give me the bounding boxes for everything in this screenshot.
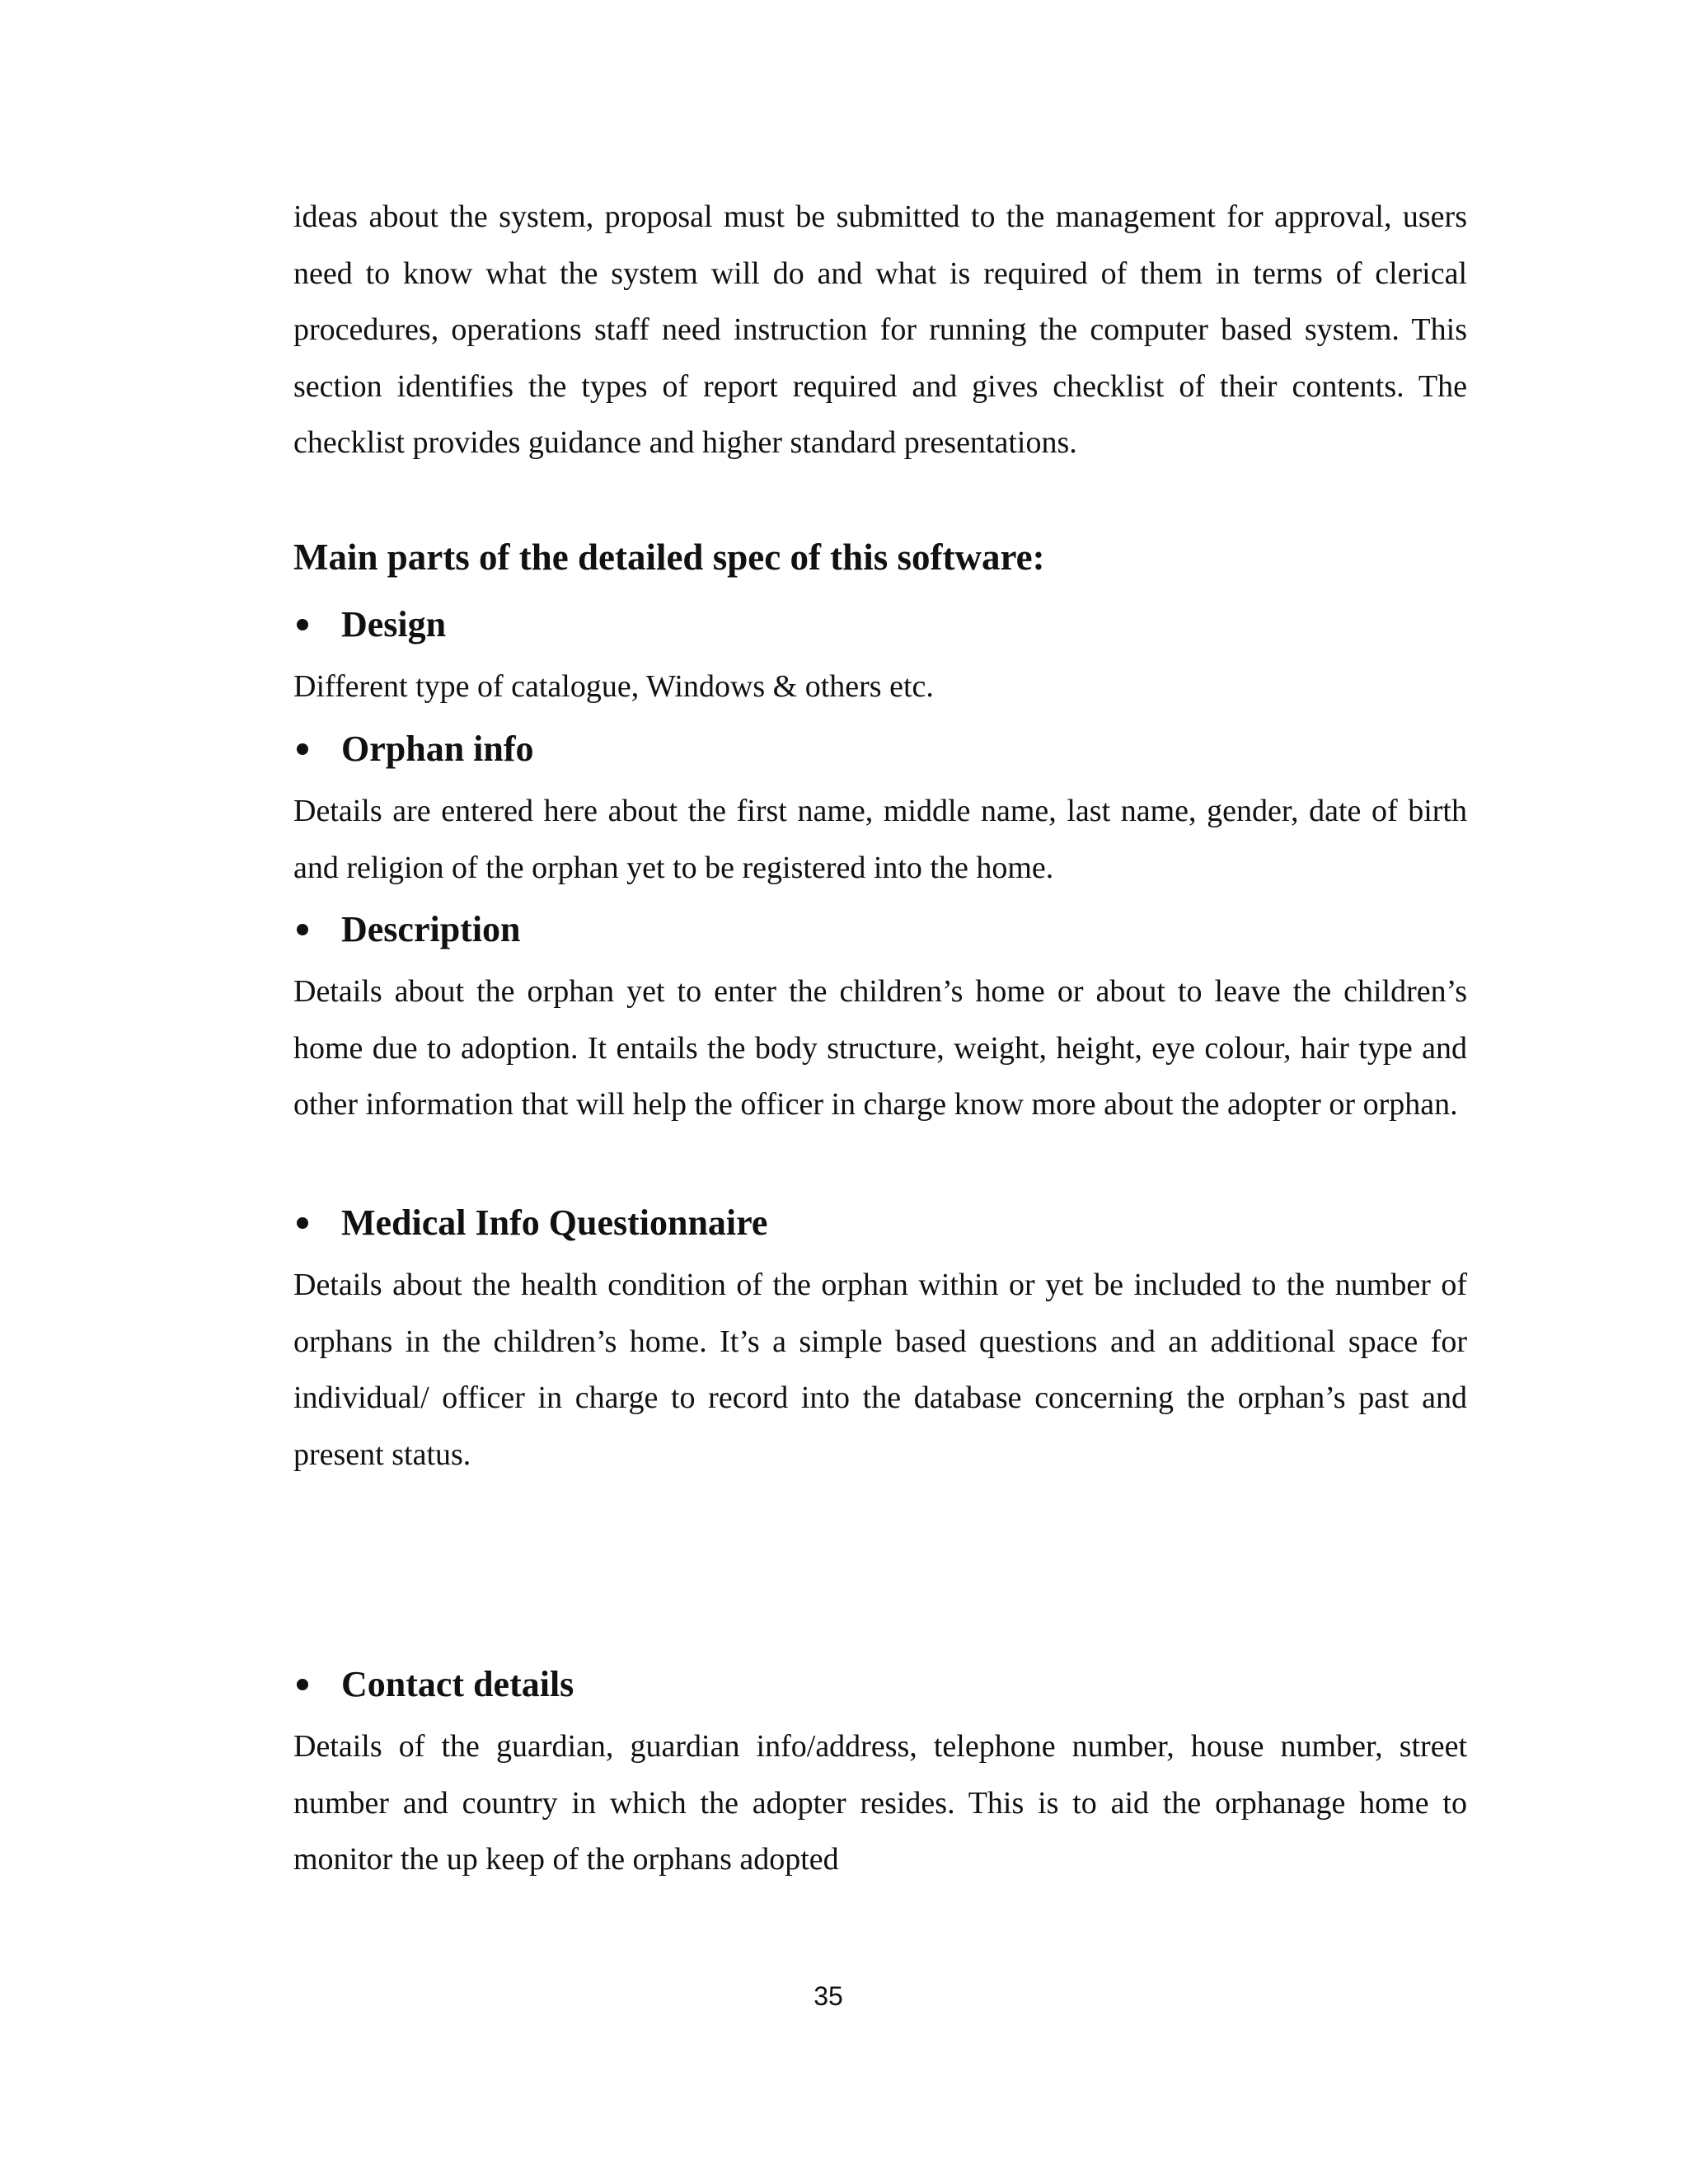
contact-details-paragraph: Details of the guardian, guardian info/address, telephone number, house number, street number and country in which the adopter resides. This is to aid the orphanage home to monitor the up keep of the orphans adopted — [293, 1729, 1467, 1877]
intro-paragraph: ideas about the system, proposal must be submitted to the management for approval, users need to know what the system will do and what is required of them in terms of clerical procedures, operations staff need instruction for running the computer based system. This section identifies the types of report required and gives checklist of their contents. The checklist provides guidance and higher standard presentations. — [293, 199, 1467, 460]
bullet-item-description — [293, 905, 521, 954]
bullet-icon — [297, 1679, 308, 1690]
section-heading: Main parts of the detailed spec of this software: — [293, 537, 1045, 578]
bullet-label: Contact details — [341, 1664, 574, 1704]
bullet-icon — [297, 619, 308, 630]
bullet-item-orphan-info — [293, 724, 534, 774]
bullet-item-contact-details — [293, 1660, 574, 1709]
bullet-item-medical-info — [293, 1198, 767, 1248]
bullet-icon — [297, 743, 308, 755]
bullet-item-design — [293, 600, 446, 649]
bullet-label: Medical Info Questionnaire — [341, 1202, 768, 1243]
bullet-icon — [297, 924, 308, 935]
bullet-icon — [297, 1217, 308, 1229]
bullet-label: Design — [341, 604, 447, 644]
bullet-label: Description — [341, 909, 521, 949]
medical-info-paragraph: Details about the health condition of the orphan within or yet be included to the number of orphans in the children’s home. It’s a simple based questions and an additional space for individual/ officer in charge to record into the database concerning the orphan’s past and present status. — [293, 1268, 1467, 1472]
description-paragraph: Details about the orphan yet to enter the children’s home or about to leave the children’s home due to adoption. It entails the body structure, weight, height, eye colour, hair type and other information that will help the officer in charge know more about the adopter or orphan. — [293, 974, 1467, 1122]
bullet-label: Orphan info — [341, 729, 534, 769]
orphan-info-paragraph: Details are entered here about the first name, middle name, last name, gender, date of birth and religion of the orphan yet to be registered into the home. — [293, 794, 1467, 885]
design-paragraph: Different type of catalogue, Windows & others etc. — [293, 669, 934, 704]
page-number: 35 — [814, 1981, 843, 2011]
